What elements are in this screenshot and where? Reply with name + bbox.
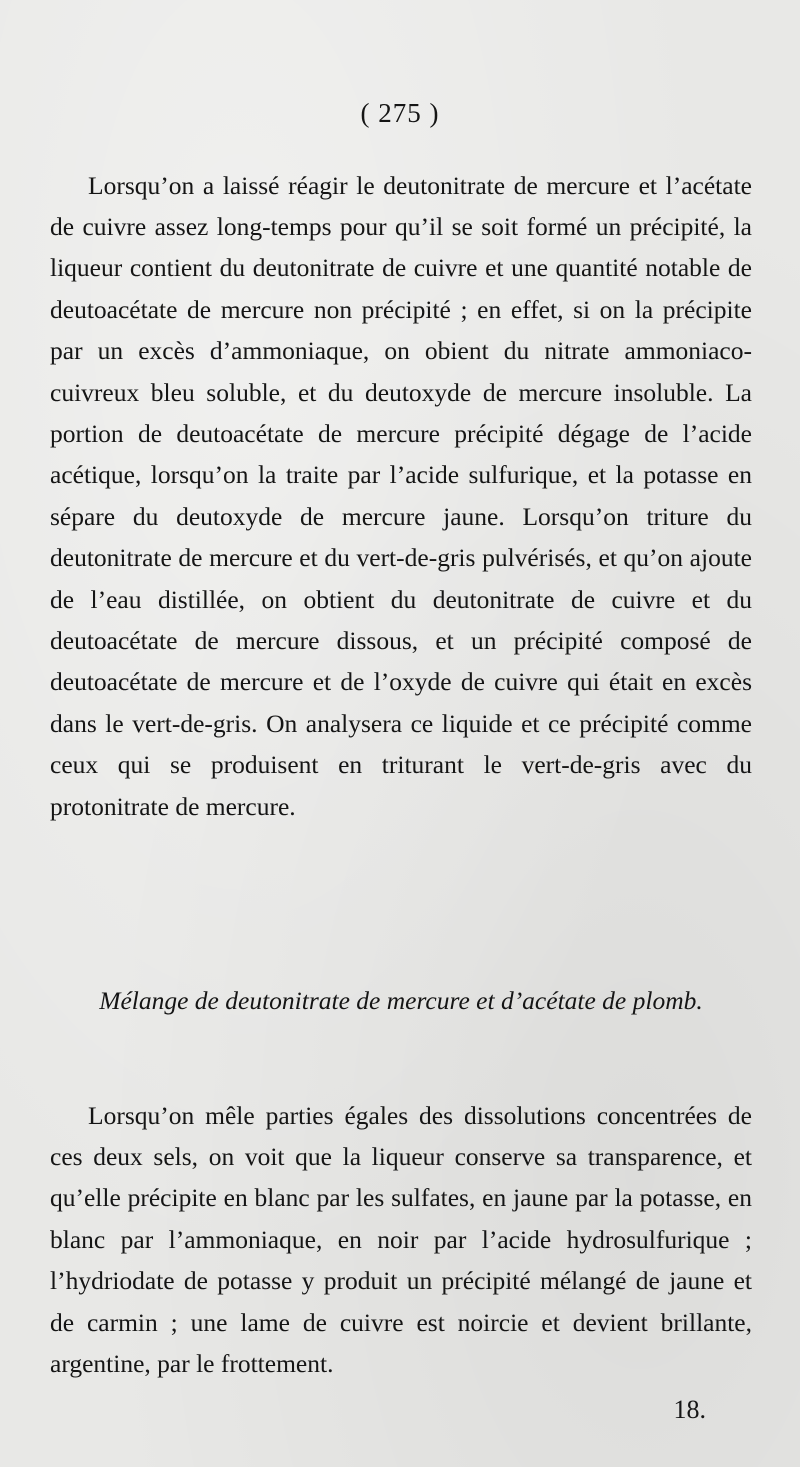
paragraph-2: Lorsqu’on mêle parties égales des dissolutions concentrées de ces deux sels, on voit que la liqueur conserve sa transparence, et qu’elle précipite en blanc par les sulfates, en jaune par la potasse, en blanc par l’ammoniaque, en noir par l’acide hydrosulfurique ; l’hydriodate de potasse y produit un précipité mélangé de jaune et de carmin ; une lame de cuivre est noircie et devient brillante, argentine, par le frottement. (50, 1100, 752, 1378)
section-heading: Mélange de deutonitrate de mercure et d’acétate de plomb. (99, 985, 703, 1015)
paragraph-1: Lorsqu’on a laissé réagir le deutonitrate de mercure et l’acétate de cuivre assez long-temps pour qu’il se soit formé un précipité, la liqueur contient du deutonitrate de cuivre et une quantité notable de deutoacétate de mercure non précipité ; en effet, si on la précipite par un excès d’ammoniaque, on obient du nitrate ammoniaco-cuivreux bleu soluble, et du deutoxyde de mercure insoluble. La portion de deutoacétate de mercure précipité dégage de l’acide acétique, lorsqu’on la traite par l’acide sulfurique, et la potasse en sépare du deutoxyde de mercure jaune. Lorsqu’on triture du deutonitrate de mercure et du vert-de-gris pulvérisés, et qu’on ajoute de l’eau distillée, on obtient du deutonitrate de cuivre et du deutoacétate de mercure dissous, et un précipité composé de deutoacétate de mercure et de l’oxyde de cuivre qui était en excès dans le vert-de-gris. On analysera ce liquide et ce précipité comme ceux qui se produisent en triturant le vert-de-gris avec du protonitrate de mercure. (50, 170, 752, 821)
page-number: ( 275 ) (360, 98, 440, 128)
signature-mark: 18. (673, 1395, 706, 1424)
